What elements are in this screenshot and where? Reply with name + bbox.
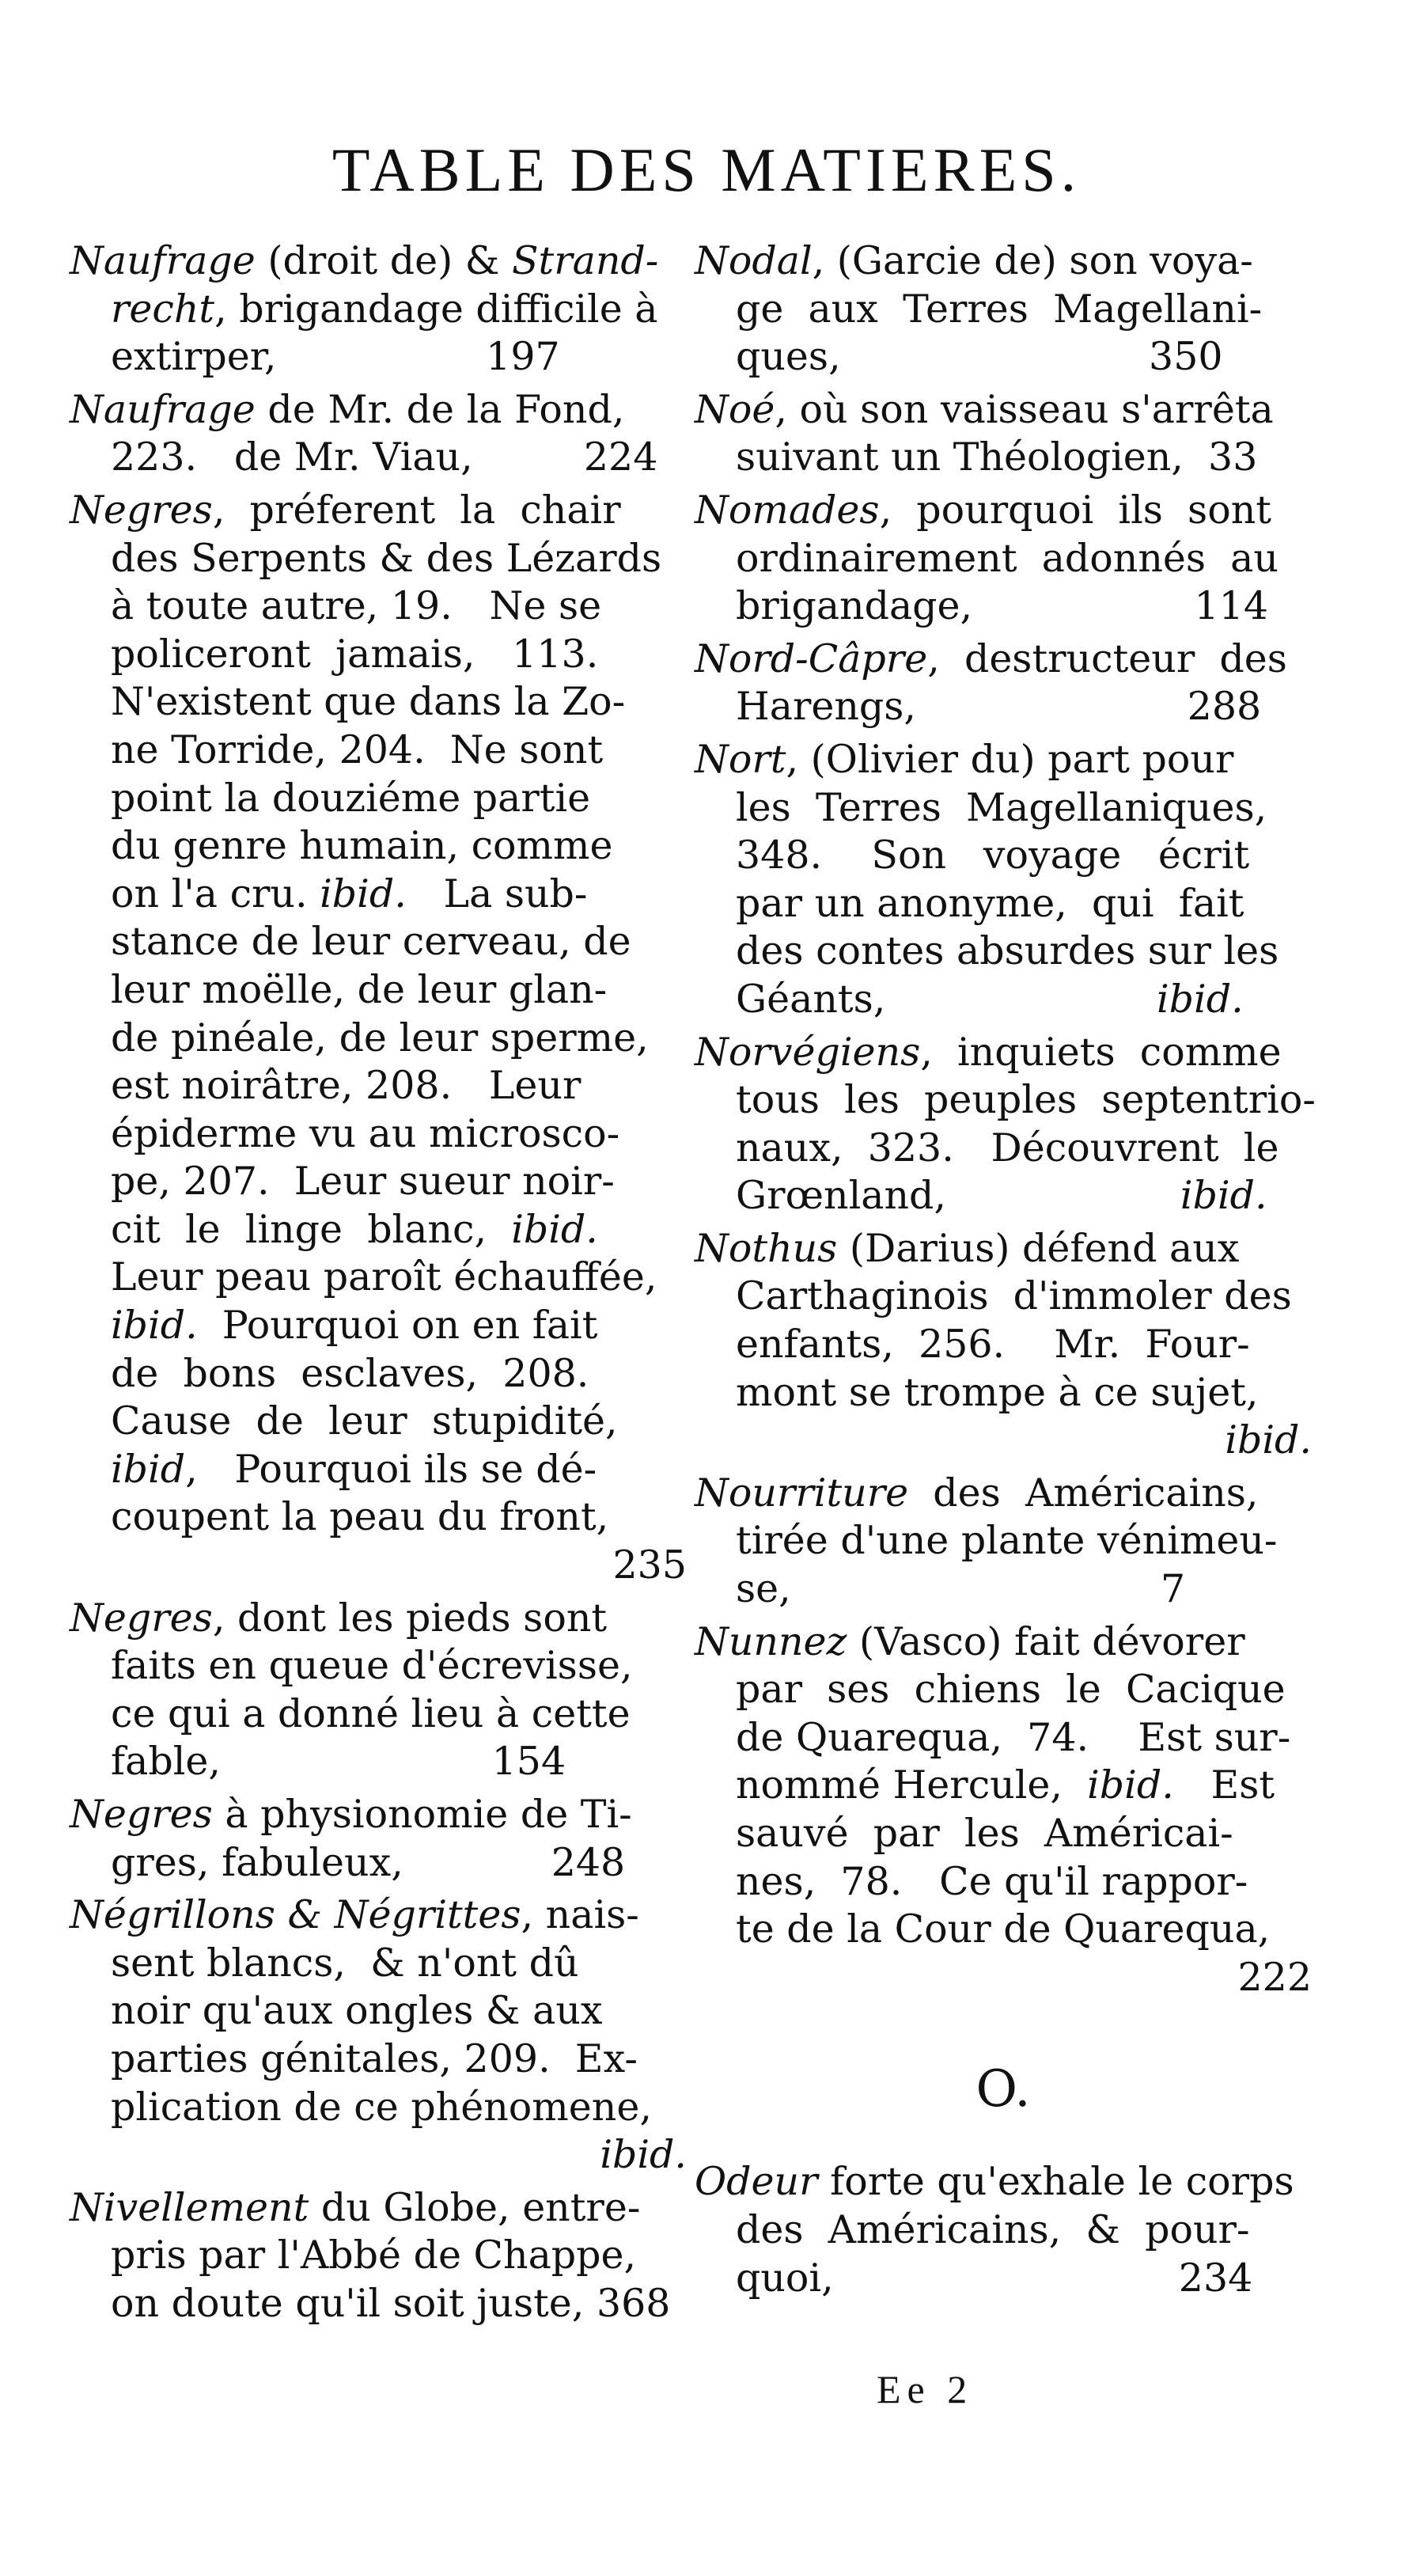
entry-line [70, 775, 687, 823]
entry-line [70, 1690, 687, 1739]
entry-line [695, 333, 1312, 381]
entry-text: de bons esclaves, 208. [111, 1350, 589, 1396]
entry-text: mont se trompe à ce sujet, [736, 1369, 1259, 1415]
italic-term: Nunnez [695, 1618, 847, 1664]
italic-term: recht [111, 286, 215, 332]
entry-text: te de la Cour de Quarequa, [736, 1906, 1271, 1952]
entry-text: (droit de) & [255, 238, 512, 283]
entry-line [70, 1493, 687, 1542]
entry-text: Harengs, 288 [736, 684, 1262, 730]
entry-text: plication de ce phénomene, [111, 2084, 652, 2130]
entry-text: ge aux Terres Magellani- [736, 286, 1263, 332]
entry-text: du genre humain, comme [111, 823, 613, 869]
entry-line [70, 582, 687, 631]
entry-line [70, 1015, 687, 1063]
entry-text: épiderme vu au microsco- [111, 1110, 620, 1156]
index-entry [695, 2158, 1312, 2302]
entry-text: de pinéale, de leur sperme, [111, 1015, 649, 1060]
index-entry [695, 1029, 1316, 1220]
entry-text: fable, 154 [111, 1739, 566, 1785]
entry-line [70, 1642, 687, 1690]
entry-headword-line [70, 487, 687, 535]
entry-text: de Quarequa, 74. Est sur- [736, 1714, 1291, 1760]
entry-line [70, 1158, 687, 1206]
entry-text: parties génitales, 209. Ex- [111, 2035, 638, 2081]
entry-line [695, 1417, 1312, 1465]
entry-text: Est [1173, 1762, 1275, 1808]
entry-text: forte qu'exhale le corps [817, 2159, 1294, 2205]
right-column [695, 237, 1316, 2307]
entry-line [70, 1350, 687, 1398]
entry-text: par ses chiens le Cacique [736, 1667, 1286, 1713]
entry-text: sent blancs, & n'ont dû [111, 1940, 579, 1986]
entry-line [70, 966, 687, 1015]
italic-term: Norvégiens [695, 1029, 921, 1075]
entry-line [70, 2084, 687, 2132]
entry-headword-line [695, 736, 1312, 784]
section-letter-o: O. [975, 2060, 1031, 2119]
italic-term: Noé [695, 386, 775, 432]
entry-text: N'existent que dans la Zo- [111, 679, 626, 725]
entry-headword-line [695, 1029, 1312, 1077]
entry-text: se, 7 [736, 1566, 1186, 1612]
entry-text: , destructeur des [927, 635, 1287, 681]
entry-line [695, 683, 1312, 731]
italic-term: Nourriture [695, 1470, 909, 1516]
entry-line [695, 1321, 1312, 1369]
italic-term: ibid [111, 1446, 186, 1492]
entry-line [70, 2280, 687, 2328]
entry-text: faits en queue d'écrevisse, [111, 1643, 633, 1689]
italic-term: Nivellement [70, 2184, 309, 2230]
entry-text: policeront jamais, 113. [111, 631, 599, 677]
entry-line [70, 918, 687, 966]
entry-headword-line [695, 1618, 1312, 1667]
italic-term: Strand- [511, 238, 659, 283]
entry-line [695, 1172, 1312, 1220]
entry-line [695, 1666, 1312, 1714]
index-entry [70, 1791, 687, 1887]
index-entry [695, 487, 1312, 631]
entry-text: est noirâtre, 208. Leur [111, 1063, 581, 1109]
left-column [70, 237, 687, 2333]
index-entry [695, 1470, 1312, 1614]
entry-line [695, 928, 1312, 976]
entry-line [695, 535, 1312, 583]
italic-term: Negres [70, 487, 213, 533]
entry-text: stance de leur cerveau, de [111, 919, 631, 965]
entry-text: Pourquoi on en fait [197, 1303, 598, 1349]
entry-line [695, 1273, 1312, 1321]
entry-line [70, 1987, 687, 2035]
italic-term: Nothus [695, 1225, 838, 1271]
entry-line [70, 2131, 687, 2180]
italic-term: Nord-Câpre [695, 635, 928, 681]
entry-text: suivant un Théologien, 33 [736, 434, 1258, 480]
entry-line [695, 1858, 1312, 1906]
italic-term: ibid. [600, 2132, 687, 2178]
entry-text: noir qu'aux ongles & aux [111, 1988, 603, 2034]
entry-headword-line [695, 1225, 1312, 1273]
entry-text: ce qui a donné lieu à cette [111, 1690, 631, 1736]
entry-headword-line [695, 1470, 1312, 1518]
entry-line [695, 1714, 1312, 1762]
entry-text: (Darius) défend aux [837, 1225, 1240, 1271]
entry-text: brigandage, 114 [736, 583, 1269, 629]
entry-text: , (Garcie de) son voya- [812, 238, 1253, 283]
entry-text: enfants, 256. Mr. Four- [736, 1322, 1250, 1368]
entry-headword-line [695, 635, 1312, 684]
index-entry [695, 386, 1312, 482]
entry-headword-line [70, 2184, 687, 2233]
entry-text: Leur peau paroît échauffée, [111, 1254, 657, 1300]
index-entry [70, 1891, 687, 2180]
italic-term: ibid. [320, 871, 407, 916]
entry-line [695, 2255, 1312, 2303]
entry-text: des Serpents & des Lézards [111, 535, 662, 581]
entry-text: sauvé par les Américai- [736, 1811, 1233, 1856]
entry-text: Géants, [736, 976, 1157, 1022]
entry-line [695, 880, 1312, 928]
entry-text: des Américains, & pour- [736, 2206, 1250, 2252]
page-title: TABLE DES MATIERES. [331, 135, 1082, 204]
entry-text: , Pourquoi ils se dé- [185, 1446, 597, 1492]
entry-line [70, 1542, 687, 1590]
entry-text: leur moëlle, de leur glan- [111, 966, 608, 1012]
italic-term: Nort [695, 736, 786, 782]
index-entry [70, 1595, 687, 1786]
entry-line [695, 784, 1312, 833]
entry-headword-line [70, 386, 687, 434]
italic-term: Odeur [695, 2159, 818, 2205]
entry-text: tirée d'une plante vénimeu- [736, 1518, 1278, 1564]
italic-term: Negres [70, 1792, 213, 1837]
entry-line [70, 678, 687, 727]
italic-term: Negres [70, 1595, 213, 1641]
italic-term: ibid. [1180, 1173, 1267, 1219]
entry-text: , inquiets comme [920, 1029, 1282, 1075]
entry-text: ordinairement adonnés au [736, 535, 1279, 581]
entry-text: tous les peuples septentrio- [736, 1077, 1316, 1123]
entry-text: , dont les pieds sont [212, 1595, 608, 1641]
italic-term: ibid. [1225, 1417, 1312, 1463]
entry-text: , (Olivier du) part pour [786, 736, 1234, 782]
entry-text: on doute qu'il soit juste, 368 [111, 2280, 671, 2326]
entry-line [695, 832, 1312, 880]
entry-line [695, 1954, 1312, 2002]
entry-text: point la douziéme partie [111, 775, 591, 821]
entry-text: à toute autre, 19. Ne se [111, 583, 602, 629]
entry-text: Grœnland, [736, 1173, 1180, 1219]
index-entry [70, 386, 687, 482]
italic-term: ibid. [511, 1206, 598, 1252]
entry-line [70, 727, 687, 775]
entry-line [695, 1810, 1312, 1858]
entry-text: par un anonyme, qui fait [736, 880, 1244, 926]
entry-line [70, 871, 687, 919]
entry-line [695, 1076, 1316, 1125]
entry-line [70, 333, 687, 381]
entry-text: naux, 323. Découvrent le [736, 1125, 1279, 1170]
italic-term: Nomades [695, 487, 880, 533]
entry-text: ques, 350 [736, 334, 1223, 380]
entry-text: (Vasco) fait dévorer [847, 1618, 1245, 1664]
italic-term: Négrillons & Négrittes [70, 1892, 521, 1938]
entry-text: nommé Hercule, [736, 1762, 1088, 1808]
index-entry [70, 237, 687, 381]
italic-term: ibid. [1157, 976, 1244, 1022]
entry-line [70, 434, 687, 482]
italic-term: ibid. [1087, 1762, 1174, 1808]
entry-text: on l'a cru. [111, 871, 320, 916]
entry-line [695, 1565, 1312, 1614]
entry-line [70, 2232, 687, 2280]
entry-text: nes, 78. Ce qu'il rappor- [736, 1858, 1248, 1904]
entry-headword-line [70, 1595, 687, 1643]
index-entry [695, 736, 1312, 1024]
entry-line [695, 286, 1312, 334]
entry-text: des contes absurdes sur les [736, 928, 1279, 974]
entry-line [70, 2035, 687, 2084]
entry-headword-line [695, 237, 1312, 286]
entry-text: , nais- [521, 1892, 639, 1938]
entry-line [70, 1206, 687, 1254]
entry-headword-line [695, 487, 1312, 535]
entry-text: 235 [612, 1542, 687, 1588]
entry-text: , brigandage difficile à [214, 286, 658, 332]
entry-text: ne Torride, 204. Ne sont [111, 727, 604, 772]
entry-line [695, 1369, 1312, 1417]
index-entry [70, 2184, 687, 2328]
entry-line [70, 1062, 687, 1110]
entry-text: pris par l'Abbé de Chappe, [111, 2233, 637, 2278]
entry-text: , où son vaisseau s'arrêta [775, 386, 1274, 432]
entry-text: quoi, 234 [736, 2255, 1253, 2301]
italic-term: Naufrage [70, 386, 256, 432]
entry-line [695, 976, 1312, 1024]
entry-line [695, 2206, 1312, 2255]
entry-line [70, 286, 687, 334]
entry-text: les Terres Magellaniques, [736, 784, 1267, 830]
entry-text: gres, fabuleux, 248 [111, 1839, 626, 1885]
entry-line [695, 434, 1312, 482]
index-entry [695, 1618, 1312, 2002]
entry-line [695, 1762, 1312, 1810]
italic-term: ibid. [111, 1303, 198, 1349]
entry-line [70, 631, 687, 679]
entry-line [70, 535, 687, 583]
entry-line [70, 1446, 687, 1494]
index-entry [695, 1225, 1312, 1465]
entry-text: coupent la peau du front, [111, 1494, 609, 1540]
entry-line [695, 582, 1312, 631]
entry-line [695, 1906, 1312, 1954]
entry-line [70, 1302, 687, 1350]
entry-text: , pourquoi ils sont [879, 487, 1271, 533]
entry-line [70, 822, 687, 871]
entry-text: de Mr. de la Fond, [255, 386, 625, 432]
entry-text: pe, 207. Leur sueur noir- [111, 1159, 615, 1205]
entry-line [70, 1940, 687, 1988]
index-entry [695, 237, 1312, 381]
signature-mark: Ee 2 [877, 2367, 974, 2411]
entry-headword-line [695, 2158, 1312, 2206]
entry-line [70, 1254, 687, 1302]
index-entry [70, 487, 687, 1590]
entry-headword-line [70, 1891, 687, 1940]
entry-headword-line [70, 237, 687, 286]
entry-line [70, 1839, 687, 1887]
entry-text: Carthaginois d'immoler des [736, 1273, 1292, 1319]
entry-line [695, 1517, 1312, 1565]
entry-line [695, 1125, 1312, 1173]
entry-text: , préferent la chair [212, 487, 621, 533]
entry-text: extirper, 197 [111, 334, 560, 380]
italic-term: Nodal [695, 238, 813, 283]
entry-headword-line [695, 386, 1312, 434]
entry-text: 222 [1237, 1954, 1312, 2000]
entry-text: cit le linge blanc, [111, 1206, 512, 1252]
italic-term: Naufrage [70, 238, 256, 283]
entry-text: à physionomie de Ti- [212, 1792, 632, 1837]
index-entry [695, 635, 1312, 731]
entry-text: Cause de leur stupidité, [111, 1398, 618, 1444]
entry-text: 348. Son voyage écrit [736, 833, 1250, 878]
entry-text: des Américains, [908, 1470, 1259, 1516]
entry-headword-line [70, 1791, 687, 1839]
entry-text: La sub- [406, 871, 588, 916]
entry-text: du Globe, entre- [309, 2184, 641, 2230]
entry-line [70, 1398, 687, 1446]
entry-line [70, 1110, 687, 1159]
entry-line [70, 1738, 687, 1786]
entry-text: 223. de Mr. Viau, 224 [111, 434, 658, 480]
